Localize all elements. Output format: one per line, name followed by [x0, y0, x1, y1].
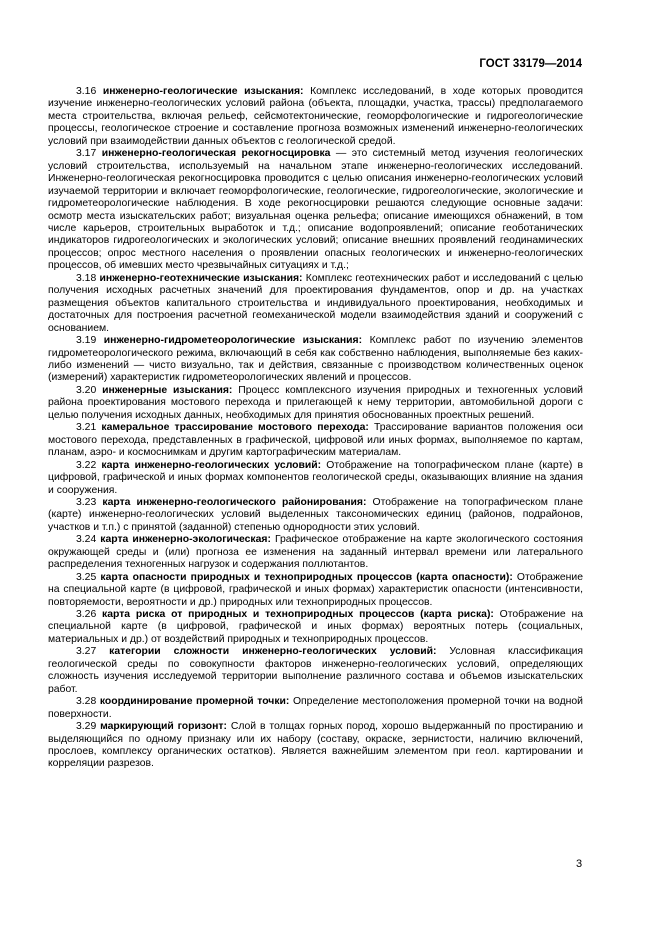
- term-paragraph-3-20: [48, 385, 583, 422]
- term-paragraph-3-29: [48, 721, 583, 771]
- term-definition: Отображение на специальной карте (в цифровой, графической и иных формах) вероятных потерь (социальных, материальных и др.) от воздействий природных и техноприродных процессов.: [48, 609, 584, 645]
- term-paragraph-3-25: [48, 572, 583, 609]
- term-definition: Слой в толщах горных пород, хорошо выдержанный по простиранию и выделяющийся по одному признаку или их набору (составу, окраске, зернистости, наличию включений, прослоев, комплексу органических остатков). Является важнейшим элементом при геол. картировании и корреляции разрезов.: [48, 721, 583, 770]
- term-name: карта инженерно-экологическая:: [100, 534, 271, 546]
- term-number: 3.23: [76, 496, 97, 508]
- term-paragraph-3-23: [48, 497, 583, 534]
- term-number: 3.25: [76, 571, 97, 583]
- term-number: 3.18: [76, 272, 97, 284]
- term-number: 3.29: [76, 721, 97, 733]
- term-name: инженерно-геотехнические изыскания:: [99, 272, 303, 284]
- term-definition: Графическое отображение на карте экологического состояния окружающей среды и (или) прогноза ее изменения на заданный интервал времени или латерального распределения техногенных нагрузок и содержания поллютантов.: [48, 534, 583, 571]
- term-definition: Комплекс геотехнических работ и исследований с целью получения исходных расчетных значений для проектирования фундаментов, опор и др. на участках размещения объектов капитального строительства и индивидуального проектирования, необходимых и достаточных для построения расчетной геомеханической модели взаимодействия зданий и сооружений с основанием.: [48, 272, 584, 334]
- term-name: карта инженерно-геологического районирования:: [102, 496, 367, 508]
- term-number: 3.26: [76, 609, 97, 621]
- term-definition: Комплекс работ по изучению элементов гидрометеорологического режима, включающий в себя как собственно наблюдения, выполняемые без каких-либо изменений — чисто визуально, так и действия, связанные с производством количественных оценок (измерений) характеристик гидрометеорологических явлений и процессов.: [48, 335, 583, 384]
- term-name: инженерные изыскания:: [102, 384, 233, 396]
- terms-body: [48, 86, 583, 771]
- term-definition: Условная классификация геологической среды по совокупности факторов инженерно-геологических условий, определяющих сложность изучения исследуемой территории выполнение различного состава и объемов изыскательских работ.: [48, 646, 584, 695]
- term-name: координирование промерной точки:: [99, 696, 290, 708]
- term-paragraph-3-22: [48, 460, 583, 497]
- term-definition: Отображение на топографическом плане (карте) в цифровой, графической и иных формах компонентов геологической среды, оказывающих влияние на здания и сооружения.: [48, 459, 583, 496]
- page-number: 3: [576, 858, 583, 870]
- term-name: маркирующий горизонт:: [100, 721, 227, 733]
- term-number: 3.17: [76, 148, 97, 160]
- term-number: 3.19: [76, 335, 97, 347]
- term-paragraph-3-21: [48, 422, 583, 459]
- term-name: карта инженерно-геологических условий:: [101, 459, 322, 471]
- term-definition: Комплекс исследований, в ходе которых проводится изучение инженерно-геологических условий района (объекта, площадки, участка, трассы) предполагаемого места строительства, включая рельеф, сейсмотектонические, геоморфологические и гидрогеологические процессы, геологическое строение и составление прогноза возможных изменений инженерно-геологических условий при взаимодействии данных объектов с геологической средой.: [48, 86, 583, 147]
- term-paragraph-3-18: [48, 273, 583, 335]
- term-name: инженерно-гидрометеорологические изыскания:: [103, 335, 363, 347]
- term-name: карта опасности природных и техноприродных процессов (карта опасности):: [100, 571, 513, 583]
- term-paragraph-3-27: [48, 646, 583, 696]
- term-definition: — это системный метод изучения геологических условий строительства, используемый на начальном этапе инженерно-геологических исследований. Инженерно-геологическая рекогносцировка проводится с целью описания инженерно-геологических условий изучаемой территории и включает геоморфологические, геологические, гидрогеологические, экологические и гидрометеорологические наблюдения. В ходе рекогносцировки решаются следующие основные задачи: осмотр места изыскательских работ; визуальная оценка рельефа; описание имеющихся обнажений, в том числе карьеров, строительных выработок и т.д.; описание водопроявлений; описание геоботанических индикаторов гидрогеологических и экологических условий; описание внешних проявлений геодинамических процессов; опрос местного населения о проявлении опасных геологических и инженерно-геологических процессов, об имевших место чрезвычайных ситуациях и т.д.;: [48, 148, 583, 272]
- term-paragraph-3-28: [48, 696, 583, 721]
- term-number: 3.22: [76, 459, 97, 471]
- term-definition: Трассирование вариантов положения оси мостового перехода, представленных в графической, цифровой или иных формах, выполняемое по картам, планам, аэро- и космоснимкам и другим картографическим материалам.: [48, 422, 584, 459]
- term-paragraph-3-17: [48, 148, 583, 273]
- term-number: 3.27: [76, 646, 97, 658]
- document-code-header: ГОСТ 33179—2014: [479, 58, 582, 70]
- term-definition: Определение местоположения промерной точки на водной поверхности.: [48, 696, 583, 720]
- term-name: инженерно-геологические изыскания:: [102, 86, 304, 97]
- term-number: 3.24: [76, 534, 97, 546]
- term-name: камеральное трассирование мостового перехода:: [101, 422, 369, 434]
- term-definition: Процесс комплексного изучения природных и техногенных условий района проектирования мостового перехода и прилегающей к нему территории, автомобильной дороги с целью получения исходных данных, необходимых для принятия обоснованных проектных решений.: [48, 384, 583, 421]
- term-definition: Отображение на специальной карте (в цифровой, графической и иных формах) характеристик опасности (интенсивности, повторяемости, вероятности и др.) природных или техноприродных процессов.: [48, 571, 583, 608]
- term-paragraph-3-19: [48, 335, 583, 385]
- term-paragraph-3-26: [48, 609, 583, 646]
- term-number: 3.28: [76, 696, 97, 708]
- term-number: 3.21: [76, 422, 97, 434]
- term-name: карта риска от природных и техноприродных процессов (карта риска):: [102, 609, 494, 621]
- term-paragraph-3-16: [48, 86, 583, 148]
- term-name: категории сложности инженерно-геологических условий:: [109, 646, 437, 658]
- term-number: 3.20: [76, 384, 97, 396]
- term-number: 3.16: [76, 86, 97, 97]
- term-paragraph-3-24: [48, 534, 583, 571]
- term-definition: Отображение на топографическом плане (карте) инженерно-геологических условий выделенных таксономических единиц (районов, подрайонов, участков и т.п.) с принятой (заданной) степенью однородности этих условий.: [48, 496, 583, 533]
- term-name: инженерно-геологическая рекогносцировка: [101, 148, 331, 160]
